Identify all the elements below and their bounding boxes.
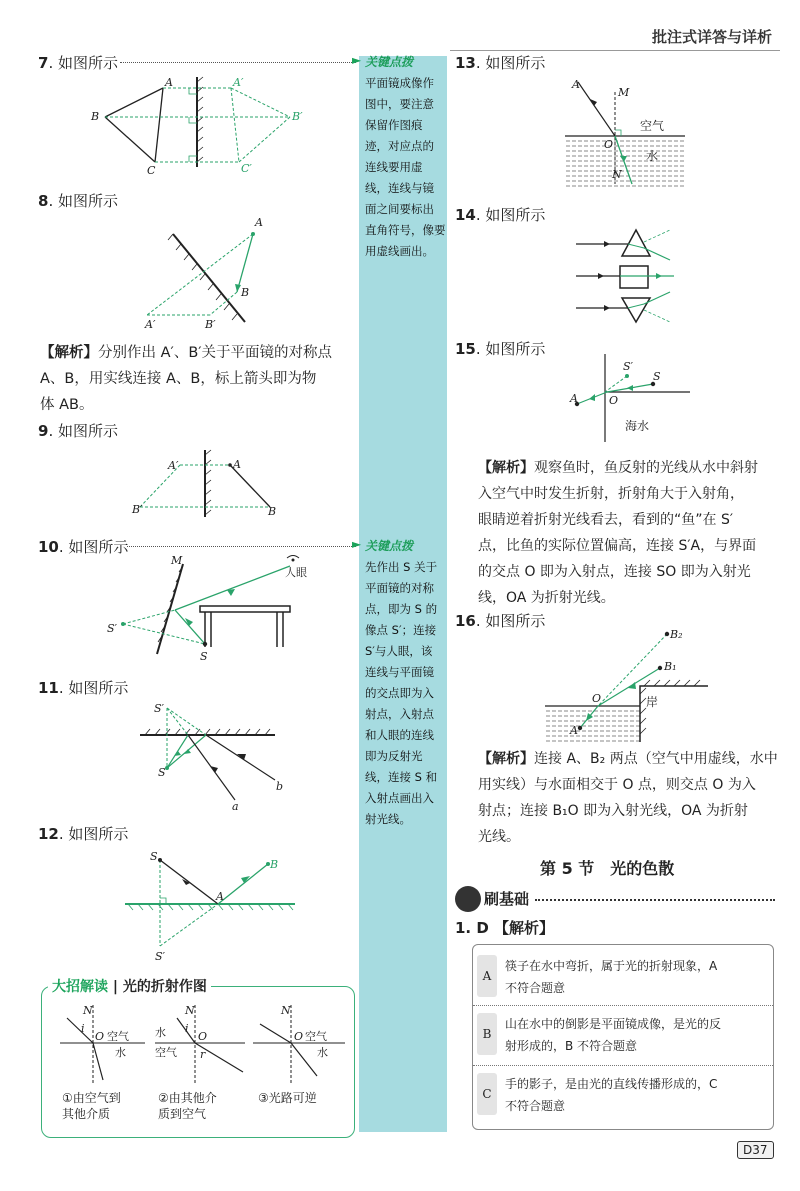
q10-label-S: S [200, 650, 208, 663]
q15-analysis [478, 455, 778, 611]
q13-diagram [560, 74, 690, 192]
q1-answer-tag: 【解析】 [494, 919, 555, 937]
q8-analysis-line3: 体 AB。 [40, 397, 94, 413]
q14-diagram [570, 226, 680, 326]
q11-label-a: a [232, 800, 239, 810]
q12-label-S: S [150, 850, 158, 863]
option-b-line: 射形成的，B 不符合题意 [505, 1039, 638, 1053]
side-tip-2-line: 点，即为 S 的 [365, 602, 438, 616]
q7-text: 如图所示 [57, 54, 118, 72]
leader-line-2 [127, 546, 356, 547]
side-tip-2-line: 连线与平面镜 [365, 665, 434, 679]
svg-text:N: N [83, 1004, 93, 1017]
tips-caption-1 [62, 1090, 121, 1122]
q12-heading: 12. 如图所示 [38, 825, 129, 843]
q15-analysis-line: 点，比鱼的实际位置偏高，连接 S′A，与界面 [478, 538, 757, 554]
q9-heading: 9. 如图所示 [38, 422, 118, 440]
q7-label-B: B [91, 110, 100, 123]
q16-analysis-tag: 【解析】 [478, 751, 534, 767]
q8-label-B-prime: B′ [205, 318, 216, 331]
options-box [472, 944, 774, 1130]
q9-label-A-prime: A′ [168, 459, 179, 472]
q12-diagram [120, 846, 300, 968]
q16-label-O: O [592, 692, 602, 705]
q8-label-B: B [241, 286, 250, 299]
q1-answer [455, 917, 554, 938]
q10-label-S-prime: S′ [107, 622, 118, 635]
q15-text: 如图所示 [485, 340, 546, 358]
q11-text: 如图所示 [68, 679, 129, 697]
q10-heading: 10. 如图所示 [38, 538, 129, 556]
q15-label-S: S [653, 370, 661, 383]
q10-label-M: M [171, 554, 183, 567]
q12-label-B: B [270, 858, 279, 871]
leader-line-1 [120, 62, 356, 63]
q16-label-B2: B₂ [670, 628, 683, 641]
q8-label-A: A [255, 216, 263, 229]
q15-diagram [565, 352, 695, 444]
tips-caption-3 [258, 1090, 317, 1106]
q15-number: 15 [455, 340, 476, 358]
q15-label-S-prime: S′ [623, 360, 634, 373]
tips-p2-water: 水 [155, 1026, 166, 1039]
option-separator [473, 1065, 773, 1066]
q12-text: 如图所示 [68, 825, 129, 843]
q16-text: 如图所示 [485, 612, 546, 630]
q13-label-N: N [612, 168, 622, 181]
side-tip-2 [360, 536, 447, 830]
q16-heading: 16. 如图所示 [455, 612, 546, 630]
brush-dotline [535, 899, 775, 901]
q8-analysis-line2: A、B，用实线连接 A、B，标上箭头即为物 [40, 371, 317, 387]
tips-p3-water: 水 [317, 1046, 328, 1059]
q7-number: 7 [38, 54, 49, 72]
option-a [473, 951, 773, 1003]
side-tip-2-line: 的交点即为入 [365, 686, 434, 700]
q7-label-A: A [165, 76, 173, 89]
q16-analysis-line: 射点；连接 B₁O 即为入射光线，OA 为折射 [478, 803, 748, 819]
q15-label-O: O [609, 394, 619, 407]
svg-text:N: N [185, 1004, 195, 1017]
q7-label-A-prime: A′ [233, 76, 244, 89]
page-header-title: 批注式详答与详析 [651, 28, 772, 46]
q9-label-B-prime: B′ [132, 503, 143, 516]
q11-number: 11 [38, 679, 59, 697]
option-a-line: 筷子在水中弯折，属于光的折射现象，A [505, 959, 718, 973]
q16-analysis-line: 连接 A、B₂ 两点（空气中用虚线，水中 [534, 751, 778, 767]
side-tip-1-line: 连线要用虚 [365, 160, 423, 174]
tips-p3-air: 空气 [305, 1030, 327, 1043]
svg-text:O: O [198, 1030, 208, 1043]
tips-p1-air: 空气 [107, 1030, 129, 1043]
q13-label-air: 空气 [640, 119, 665, 133]
option-separator [473, 1005, 773, 1006]
side-tip-2-line: 平面镜的对称 [365, 581, 434, 595]
q7-diagram [85, 72, 315, 182]
q15-analysis-tag: 【解析】 [478, 460, 534, 476]
q15-analysis-line: 线，OA 为折射光线。 [478, 590, 615, 606]
q15-analysis-line: 眼睛逆着折射光线看去，看到的“鱼”在 S′ [478, 512, 734, 528]
q16-analysis [478, 746, 778, 850]
tips-caption-2-line1: ②由其他介 [158, 1091, 217, 1105]
tips-title-right: 光的折射作图 [122, 979, 207, 995]
q14-text: 如图所示 [485, 206, 546, 224]
option-c-line: 手的影子，是由光的直线传播形成的，C [505, 1077, 718, 1091]
q7-label-C-prime: C′ [241, 162, 252, 175]
tips-caption-2 [158, 1090, 217, 1122]
side-tip-1-title: 关键点拨 [365, 55, 414, 69]
q8-heading: 8. 如图所示 [38, 192, 118, 210]
option-c [473, 1069, 773, 1121]
svg-text:i: i [81, 1022, 85, 1035]
side-tip-2-line: 线，连接 S 和 [365, 770, 438, 784]
q11-diagram [140, 698, 300, 810]
q9-diagram [130, 445, 290, 520]
q16-analysis-line: 光线。 [478, 829, 520, 845]
option-a-label: A [477, 955, 497, 997]
q8-text: 如图所示 [57, 192, 118, 210]
side-tip-2-line: 像点 S′；连接 [365, 623, 437, 637]
q10-number: 10 [38, 538, 59, 556]
q16-analysis-line: 用实线）与水面相交于 O 点，则交点 O 为入 [478, 777, 756, 793]
q16-number: 16 [455, 612, 476, 630]
side-tip-1-line: 平面镜成像作 [365, 76, 434, 90]
brush-icon [455, 886, 481, 912]
page-number: D37 [737, 1141, 774, 1159]
svg-text:r: r [200, 1048, 206, 1061]
side-tip-1-line: 用虚线画出。 [365, 244, 434, 258]
q12-label-A: A [216, 890, 224, 903]
side-tip-2-line: 即为反射光 [365, 749, 423, 763]
q10-text: 如图所示 [68, 538, 129, 556]
q16-label-shore: 岸 [646, 695, 659, 709]
option-b-label: B [477, 1013, 497, 1055]
tips-caption-1-line1: ①由空气到 [62, 1091, 121, 1105]
option-c-line: 不符合题意 [505, 1099, 566, 1113]
tips-p2-air: 空气 [155, 1046, 177, 1059]
q13-heading: 13. 如图所示 [455, 54, 546, 72]
side-tip-1-line: 图中，要注意 [365, 97, 434, 111]
q15-label-A: A [570, 392, 578, 405]
q8-diagram [135, 212, 275, 332]
q13-number: 13 [455, 54, 476, 72]
tips-title-left: 大招解读 [52, 979, 108, 995]
svg-text:O: O [95, 1030, 105, 1043]
q16-label-B1: B₁ [664, 660, 677, 673]
side-tip-2-line: 射点，入射点 [365, 707, 434, 721]
q8-analysis-tag: 【解析】 [40, 345, 98, 361]
q15-analysis-line: 入空气中时发生折射，折射角大于入射角， [478, 486, 744, 502]
tips-caption-2-line2: 质到空气 [158, 1107, 207, 1121]
side-tip-1-line: 迹，对应点的 [365, 139, 434, 153]
side-tip-2-line: 先作出 S 关于 [365, 560, 438, 574]
side-tip-2-line: 和人眼的连线 [365, 728, 434, 742]
refraction-tips-title: 大招解读 | 光的折射作图 [48, 976, 211, 996]
q16-diagram [540, 624, 715, 744]
q11-label-b: b [276, 780, 284, 793]
tips-p1-water: 水 [115, 1046, 126, 1059]
side-tip-2-title: 关键点拨 [365, 539, 414, 553]
q13-text: 如图所示 [485, 54, 546, 72]
q13-label-M: M [618, 86, 630, 99]
side-tip-1-line: 保留作图痕 [365, 118, 423, 132]
q7-label-C: C [147, 164, 156, 177]
q7-heading: 7. 如图所示 [38, 54, 118, 72]
option-b-line: 山在水中的倒影是平面镜成像，是光的反 [505, 1017, 722, 1031]
q10-label-eye: 人眼 [285, 566, 307, 579]
q12-number: 12 [38, 825, 59, 843]
q11-heading: 11. 如图所示 [38, 679, 129, 697]
svg-text:O: O [294, 1030, 304, 1043]
q8-number: 8 [38, 192, 49, 210]
q10-diagram [105, 552, 315, 667]
tips-caption-1-line2: 其他介质 [62, 1107, 111, 1121]
side-tip-2-line: S′与人眼，该 [365, 644, 433, 658]
svg-text:N: N [281, 1004, 291, 1017]
q8-analysis-line1: 分别作出 A′、B′关于平面镜的对称点 [98, 345, 333, 361]
side-tip-1-line: 面之间要标出 [365, 202, 434, 216]
leader-arrow-1: ► [352, 53, 362, 67]
option-a-line: 不符合题意 [505, 981, 566, 995]
q12-label-S-prime: S′ [155, 950, 166, 963]
q13-label-A: A [572, 78, 580, 91]
leader-arrow-2: ► [352, 537, 362, 551]
tips-caption-3-line1: ③光路可逆 [258, 1091, 317, 1105]
q14-number: 14 [455, 206, 476, 224]
side-tip-2-line: 入射点画出入 [365, 791, 434, 805]
q8-label-A-prime: A′ [145, 318, 156, 331]
q14-heading: 14. 如图所示 [455, 206, 546, 224]
q15-heading: 15. 如图所示 [455, 340, 546, 358]
q7-label-B-prime: B′ [292, 110, 303, 123]
q16-label-A: A [570, 724, 578, 737]
svg-text:i: i [185, 1022, 189, 1035]
q11-label-S: S [158, 766, 166, 779]
side-tip-2-line: 射光线。 [365, 812, 411, 826]
q15-label-sea: 海水 [625, 419, 650, 433]
q8-analysis [40, 340, 356, 418]
brush-label: 刷基础 [484, 890, 530, 908]
header-rule [450, 50, 780, 51]
q15-analysis-line: 观察鱼时，鱼反射的光线从水中斜射 [534, 460, 758, 476]
side-tip-1-line: 线，连线与镜 [365, 181, 434, 195]
q9-label-A: A [233, 458, 241, 471]
q13-label-O: O [604, 138, 614, 151]
q13-label-water: 水 [646, 149, 659, 163]
q1-answer-num: 1. D [455, 919, 489, 937]
option-c-label: C [477, 1073, 497, 1115]
q15-analysis-line: 的交点 O 即为入射点，连接 SO 即为入射光 [478, 564, 751, 580]
refraction-tips-diagrams [55, 1000, 350, 1088]
q11-label-S-prime: S′ [154, 702, 165, 715]
q9-label-B: B [268, 505, 277, 518]
option-b [473, 1009, 773, 1061]
side-tip-1-line: 直角符号，像要 [365, 223, 446, 237]
section-title: 第 5 节 光的色散 [540, 859, 675, 878]
q9-number: 9 [38, 422, 49, 440]
side-tip-1 [360, 52, 447, 262]
q9-text: 如图所示 [57, 422, 118, 440]
